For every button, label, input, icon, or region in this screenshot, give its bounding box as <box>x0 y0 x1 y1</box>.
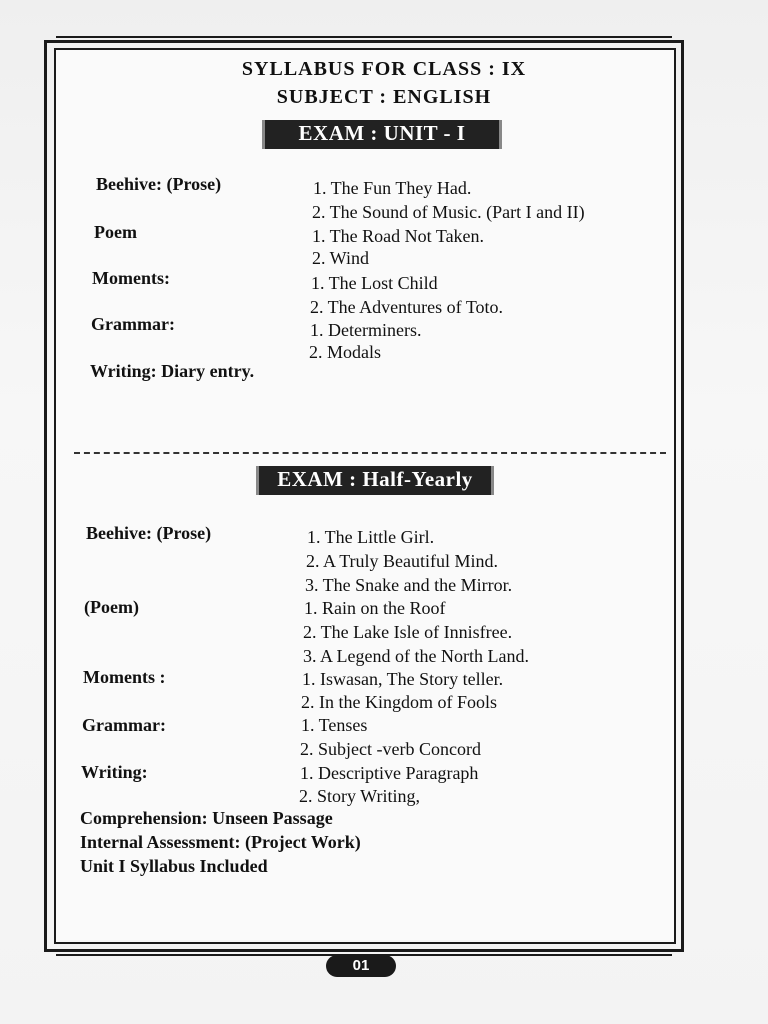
half-poem-label: (Poem) <box>84 597 139 617</box>
half-grammar-label: Grammar: <box>82 715 166 735</box>
unit1-poem-item: 1. The Road Not Taken. <box>312 226 485 246</box>
half-writing-label: Writing: <box>81 762 148 782</box>
unit1-beehive-item: 1. The Fun They Had. <box>313 178 472 198</box>
unit1-writing-line: Writing: Diary entry. <box>90 361 255 381</box>
page-number: 01 <box>326 955 396 977</box>
unit1-grammar-label: Grammar: <box>91 314 175 334</box>
unit1-moments-label: Moments: <box>92 268 170 288</box>
half-grammar-item: 2. Subject -verb Concord <box>300 739 481 759</box>
unit1-beehive-item: 2. The Sound of Music. (Part I and II) <box>312 202 585 222</box>
half-moments-label: Moments : <box>83 667 166 687</box>
half-yearly-banner: EXAM : Half-Yearly <box>256 466 494 495</box>
half-moments-item: 1. Iswasan, The Story teller. <box>302 669 504 689</box>
half-beehive-item: 1. The Little Girl. <box>307 527 435 547</box>
half-grammar-item: 1. Tenses <box>301 715 368 735</box>
unit1-grammar-item: 2. Modals <box>309 342 381 362</box>
section-divider <box>74 452 666 454</box>
frame-top-rule <box>56 36 672 38</box>
internal-assessment-line: Internal Assessment: (Project Work) <box>80 832 361 852</box>
unit1-beehive-label: Beehive: (Prose) <box>96 174 222 194</box>
unit1-poem-label: Poem <box>94 222 137 242</box>
comprehension-line: Comprehension: Unseen Passage <box>80 808 333 828</box>
unit1-moments-item: 1. The Lost Child <box>311 273 438 293</box>
unit1-moments-item: 2. The Adventures of Toto. <box>310 297 504 317</box>
half-poem-item: 1. Rain on the Roof <box>304 598 446 618</box>
unit1-poem-item: 2. Wind <box>312 248 369 268</box>
syllabus-title: SYLLABUS FOR CLASS : IX <box>241 58 527 80</box>
half-writing-item: 2. Story Writing, <box>299 786 420 806</box>
half-writing-item: 1. Descriptive Paragraph <box>300 763 479 783</box>
unit1-banner: EXAM : UNIT - I <box>262 120 502 149</box>
unit1-grammar-item: 1. Determiners. <box>310 320 422 340</box>
half-beehive-item: 3. The Snake and the Mirror. <box>305 575 513 595</box>
unit-included-line: Unit I Syllabus Included <box>80 856 268 876</box>
half-beehive-item: 2. A Truly Beautiful Mind. <box>306 551 499 571</box>
half-moments-item: 2. In the Kingdom of Fools <box>301 692 497 712</box>
half-poem-item: 2. The Lake Isle of Innisfree. <box>303 622 513 642</box>
half-beehive-label: Beehive: (Prose) <box>86 523 212 543</box>
half-poem-item: 3. A Legend of the North Land. <box>303 646 529 666</box>
subject-title: SUBJECT : ENGLISH <box>276 86 492 108</box>
